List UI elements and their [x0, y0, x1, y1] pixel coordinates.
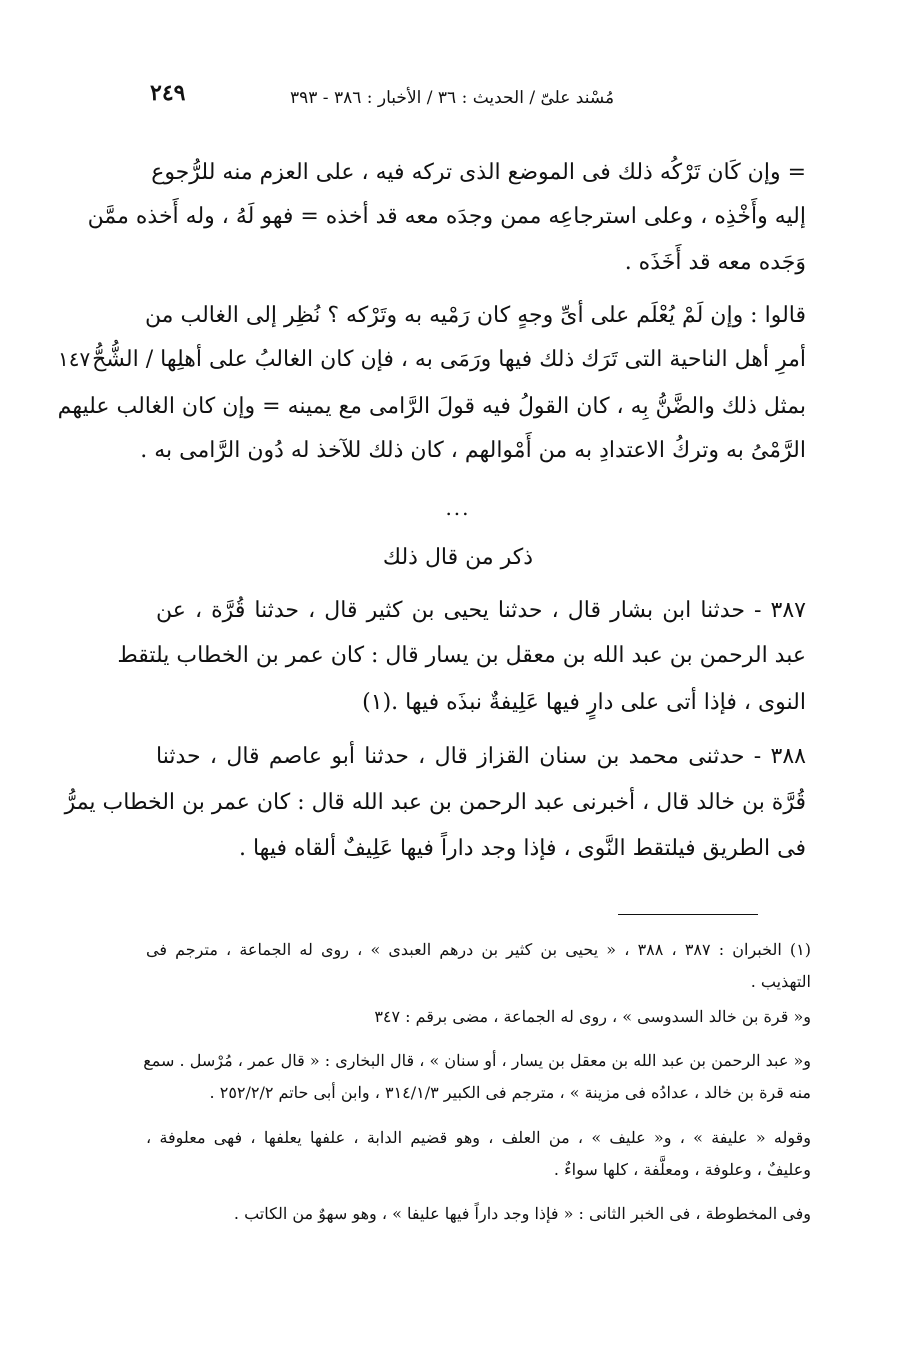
hadith-387-line-2: عبد الرحمن بن عبد الله بن معقل بن يسار قال : كان عمر بن الخطاب يلتقط	[117, 643, 806, 668]
paragraph-2-line-1: قالوا : وإن لَمْ يُعْلَم على أىِّ وجهٍ كان رَمْيه به وتَرْكه ؟ نُظِر إلى الغالب من	[144, 303, 806, 328]
paragraph-1-line-3: وَجَده معه قد أَخَذَه .	[624, 250, 806, 275]
page-number: ٢٤٩	[150, 80, 186, 106]
footnote-1-line-2: التهذيب .	[750, 972, 811, 991]
paragraph-2-line-2: أمرِ أهل الناحية التى تَرَك ذلك فيها ورَمَى به ، فإن كان الغالبُ على أهلِها / الشُّحُّ	[92, 347, 806, 372]
footnote-4-line-1: وقوله « عليفة » ، و« عليف » ، من العلف ، وهو قضيم الدابة ، علفها يعلفها ، فهى معلوفة ،	[146, 1128, 811, 1147]
hadith-388-line-3: فى الطريق فيلتقط النَّوى ، فإذا وجد داراً فيها عَلِيفٌ ألقاه فيها .	[238, 836, 806, 861]
footnote-3-line-2: منه قرة بن خالد ، عدادُه فى مزينة » ، مترجم فى الكبير ٣١٤/١/٣ ، وابن أبى حاتم ٢٥٢/٢/٢ .	[209, 1083, 811, 1102]
running-title: مُسْند علىّ / الحديث : ٣٦ / الأخبار : ٣٨٦ - ٣٩٣	[290, 88, 615, 108]
hadith-387-line-1: ٣٨٧ - حدثنا ابن بشار قال ، حدثنا يحيى بن كثير قال ، حدثنا قُرَّة ، عن	[156, 598, 806, 623]
footnote-5-line-1: وفى المخطوطة ، فى الخبر الثانى : « فإذا وجد داراً فيها عليفا » ، وهو سهوٌ من الكاتب .	[233, 1204, 811, 1223]
section-heading: ذكر من قال ذلك	[382, 545, 534, 570]
footnote-3-line-1: و« عبد الرحمن بن عبد الله بن معقل بن يسار ، أو سنان » ، قال البخارى : « قال عمر ، مُرْسل . سمع	[143, 1051, 811, 1070]
hadith-387-line-3: النوى ، فإذا أتى على دارٍ فيها عَلِيفةٌ نبذَه فيها .(١)	[362, 690, 806, 715]
footnote-4-line-2: وعليفٌ ، وعلوفة ، ومعلَّفة ، كلها سواءٌ .	[553, 1160, 811, 1179]
hadith-388-line-2: قُرَّة بن خالد قال ، أخبرنى عبد الرحمن بن عبد الله قال : كان عمر بن الخطاب يمرُّ	[64, 790, 806, 815]
paragraph-2-line-4: الرَّمْىُ به وتركُ الاعتدادِ به من أَمْوالهم ، كان ذلك للآخذ له دُون الرَّامى به .	[140, 438, 806, 463]
paragraph-1-line-2: إليه وأَخْذِه ، وعلى استرجاعِه ممن وجدَه معه قد أخذه = فهو لَهُ ، وله أَخذه ممَّن	[87, 204, 806, 229]
hadith-388-line-1: ٣٨٨ - حدثنى محمد بن سنان القزاز قال ، حدثنا أبو عاصم قال ، حدثنا	[156, 744, 806, 769]
footnote-1-line-1: (١) الخبران : ٣٨٧ ، ٣٨٨ ، « يحيى بن كثير بن درهم العبدى » ، روى له الجماعة ، مترجم فى	[146, 940, 812, 959]
footnote-2-line-1: و« قرة بن خالد السدوسى » ، روى له الجماعة ، مضى برقم : ٣٤٧	[374, 1007, 811, 1026]
paragraph-1-line-1: = وإن كَان تَرْكُه ذلك فى الموضع الذى تركه فيه ، على العزم منه للرُّجوع	[151, 160, 806, 185]
paragraph-2-line-3: بمثل ذلك والضَّنُّ بِه ، كان القولُ فيه قولَ الرَّامى مع يمينه = وإن كان الغالب عليهم	[57, 394, 806, 419]
margin-page-marker: ١٤٧	[58, 347, 91, 371]
footnote-separator-rule	[618, 914, 758, 915]
section-separator: ...	[445, 496, 471, 520]
